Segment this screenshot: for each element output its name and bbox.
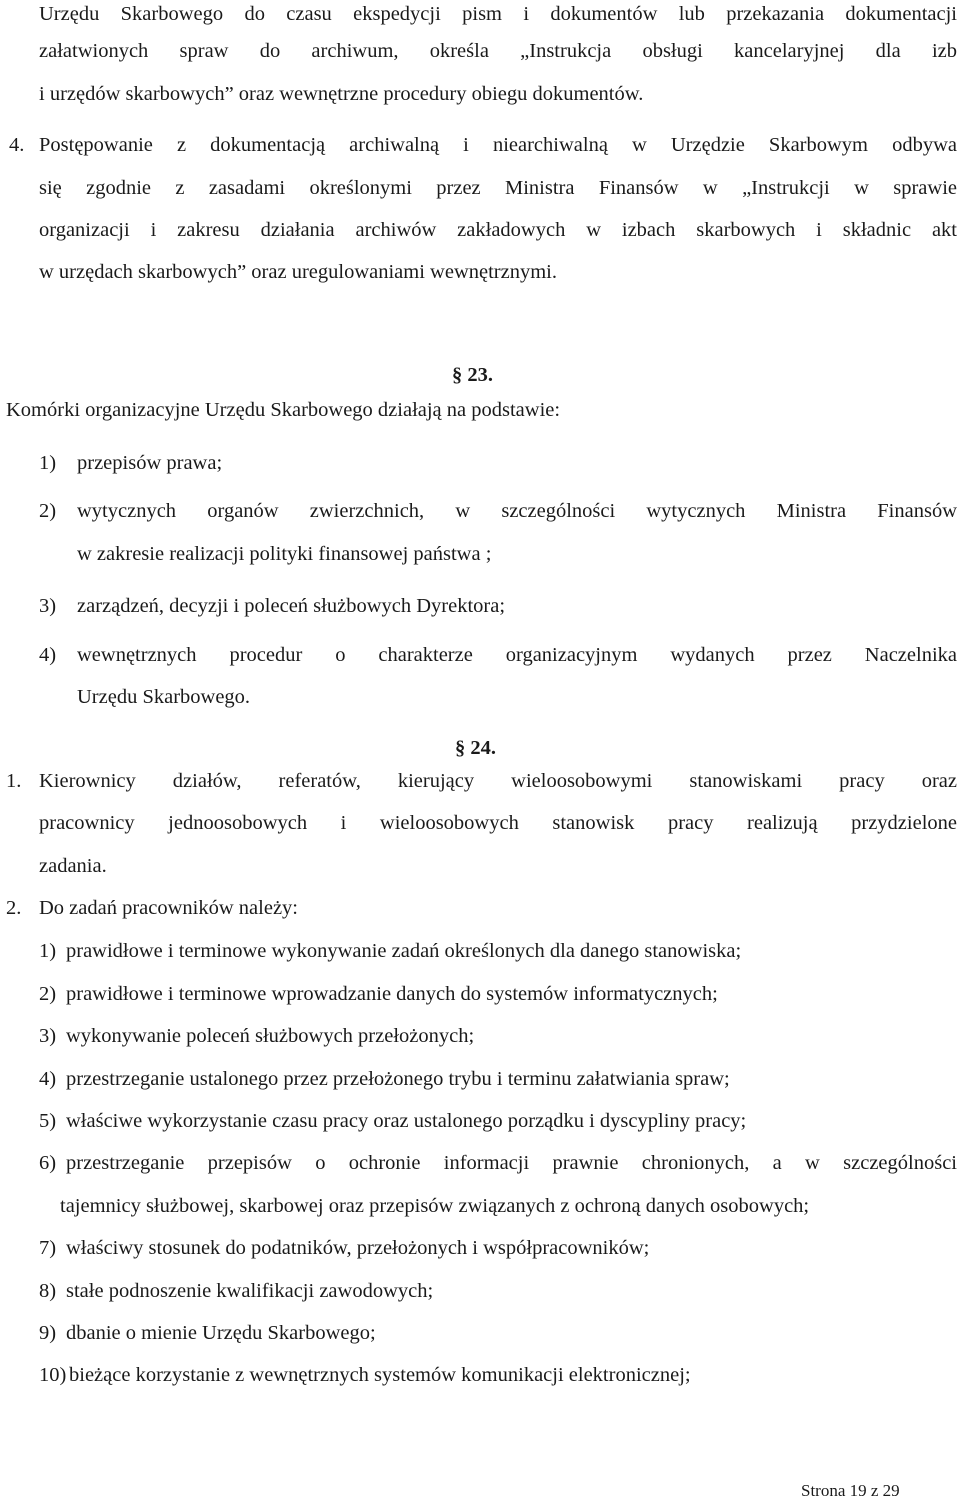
list-number: 5) bbox=[39, 1110, 57, 1132]
list-item: w zakresie realizacji polityki finansowej państwa ; bbox=[77, 543, 492, 565]
paragraph-number: 2. bbox=[6, 897, 22, 919]
point4-text: się zgodnie z zasadami określonymi przez Ministra Finansów w „Instrukcji w sprawie bbox=[39, 177, 957, 199]
list-item: dbanie o mienie Urzędu Skarbowego; bbox=[66, 1322, 376, 1344]
list-number: 8) bbox=[39, 1280, 57, 1302]
list-item: właściwy stosunek do podatników, przełożonych i współpracowników; bbox=[66, 1237, 650, 1259]
list-item: przestrzeganie ustalonego przez przełożonego trybu i terminu załatwiania spraw; bbox=[66, 1068, 730, 1090]
list-number: 9) bbox=[39, 1322, 57, 1344]
list-number: 1) bbox=[39, 940, 57, 962]
intro-line: i urzędów skarbowych” oraz wewnętrzne procedury obiegu dokumentów. bbox=[39, 83, 644, 105]
list-item: wewnętrznych procedur o charakterze organizacyjnym wydanych przez Naczelnika bbox=[77, 644, 957, 666]
list-item: tajemnicy służbowej, skarbowej oraz przepisów związanych z ochroną danych osobowych; bbox=[60, 1195, 810, 1217]
point4-text: Postępowanie z dokumentacją archiwalną i niearchiwalną w Urzędzie Skarbowym odbywa bbox=[39, 134, 957, 156]
list-item: prawidłowe i terminowe wprowadzanie danych do systemów informatycznych; bbox=[66, 983, 718, 1005]
list-number: 2) bbox=[39, 983, 57, 1005]
list-number: 4) bbox=[39, 644, 57, 666]
list-item: bieżące korzystanie z wewnętrznych systemów komunikacji elektronicznej; bbox=[69, 1364, 691, 1386]
list-number: 3) bbox=[39, 595, 57, 617]
paragraph-text: Do zadań pracowników należy: bbox=[39, 897, 298, 919]
section-heading-24: § 24. bbox=[455, 737, 496, 759]
list-number: 7) bbox=[39, 1237, 57, 1259]
list-item: wykonywanie poleceń służbowych przełożonych; bbox=[66, 1025, 475, 1047]
paragraph-number: 1. bbox=[6, 770, 22, 792]
list-item: właściwe wykorzystanie czasu pracy oraz ustalonego porządku i dyscypliny pracy; bbox=[66, 1110, 747, 1132]
list-item: przestrzeganie przepisów o ochronie informacji prawnie chronionych, a w szczególności bbox=[66, 1152, 957, 1174]
list-item: zarządzeń, decyzji i poleceń służbowych Dyrektora; bbox=[77, 595, 506, 617]
list-number: 2) bbox=[39, 500, 57, 522]
section-heading-23: § 23. bbox=[452, 364, 493, 386]
list-item: Urzędu Skarbowego. bbox=[77, 686, 251, 708]
point4-text: organizacji i zakresu działania archiwów zakładowych w izbach skarbowych i składnic akt bbox=[39, 219, 957, 241]
point4-text: w urzędach skarbowych” oraz uregulowaniami wewnętrznymi. bbox=[39, 261, 557, 283]
list-number: 4) bbox=[39, 1068, 57, 1090]
list-item: prawidłowe i terminowe wykonywanie zadań określonych dla danego stanowiska; bbox=[66, 940, 742, 962]
list-item: stałe podnoszenie kwalifikacji zawodowych; bbox=[66, 1280, 434, 1302]
page-number: Strona 19 z 29 bbox=[801, 1481, 900, 1500]
point-number: 4. bbox=[9, 134, 25, 156]
list-number: 10) bbox=[39, 1364, 67, 1386]
paragraph-text: zadania. bbox=[39, 855, 107, 877]
paragraph-text: pracownicy jednoosobowych i wieloosobowych stanowisk pracy realizują przydzielone bbox=[39, 812, 957, 834]
list-item: wytycznych organów zwierzchnich, w szczególności wytycznych Ministra Finansów bbox=[77, 500, 957, 522]
intro-line: Urzędu Skarbowego do czasu ekspedycji pism i dokumentów lub przekazania dokumentacji bbox=[39, 3, 957, 25]
section-intro: Komórki organizacyjne Urzędu Skarbowego działają na podstawie: bbox=[6, 399, 561, 421]
list-item: przepisów prawa; bbox=[77, 452, 223, 474]
intro-line: załatwionych spraw do archiwum, określa „Instrukcja obsługi kancelaryjnej dla izb bbox=[39, 40, 957, 62]
list-number: 3) bbox=[39, 1025, 57, 1047]
paragraph-text: Kierownicy działów, referatów, kierujący wieloosobowymi stanowiskami pracy oraz bbox=[39, 770, 957, 792]
list-number: 6) bbox=[39, 1152, 57, 1174]
list-number: 1) bbox=[39, 452, 57, 474]
